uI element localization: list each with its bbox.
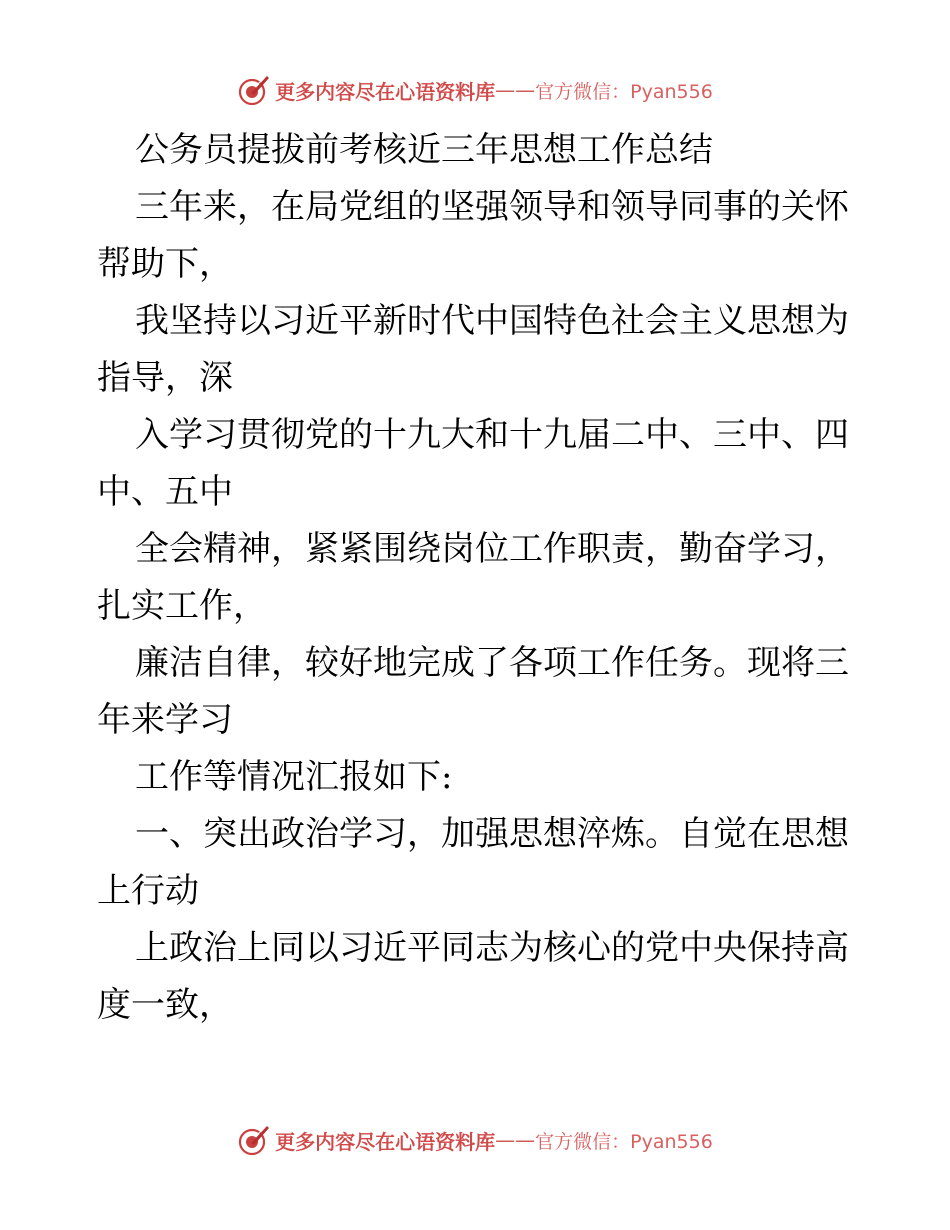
footer-watermark-separator: —— [495,1128,536,1152]
quill-logo-icon [237,73,271,107]
paragraph-line: 三年来，在局党组的坚强领导和领导同事的关怀 [135,187,849,227]
paragraph-line: 廉洁自律，较好地完成了各项工作任务。现将三 [135,643,849,683]
footer-watermark-contact: 官方微信：Pyan556 [535,1130,713,1153]
footer-watermark-text: 更多内容尽在心语资料库 [275,1129,496,1154]
paragraph-line: 帮助下， [97,244,233,284]
paragraph-line: 扎实工作， [97,586,267,626]
paragraph-line: 工作等情况汇报如下: [135,757,453,797]
document-body [97,122,852,1034]
paragraph-line: 度一致， [97,985,233,1025]
paragraph-line: 我坚持以习近平新时代中国特色社会主义思想为 [135,301,849,341]
header-watermark-text: 更多内容尽在心语资料库 [275,79,496,104]
paragraph-line: 上行动 [97,871,199,911]
paragraph-line: 年来学习 [97,700,233,740]
paragraph-line: 入学习贯彻党的十九大和十九届二中、三中、四 [135,415,849,455]
quill-logo-icon [237,1123,271,1157]
header-watermark-banner [0,70,950,110]
document-title: 公务员提拔前考核近三年思想工作总结 [135,130,713,170]
header-watermark-contact: 官方微信：Pyan556 [535,80,713,103]
section-heading-line: 一、突出政治学习，加强思想淬炼。自觉在思想 [135,814,849,854]
paragraph-line: 中、五中 [97,472,233,512]
footer-watermark-banner [0,1120,950,1160]
paragraph-line: 指导，深 [97,358,233,398]
paragraph-line: 全会精神，紧紧围绕岗位工作职责，勤奋学习， [135,529,849,569]
header-watermark-separator: —— [495,78,536,102]
paragraph-line: 上政治上同以习近平同志为核心的党中央保持高 [135,928,849,968]
